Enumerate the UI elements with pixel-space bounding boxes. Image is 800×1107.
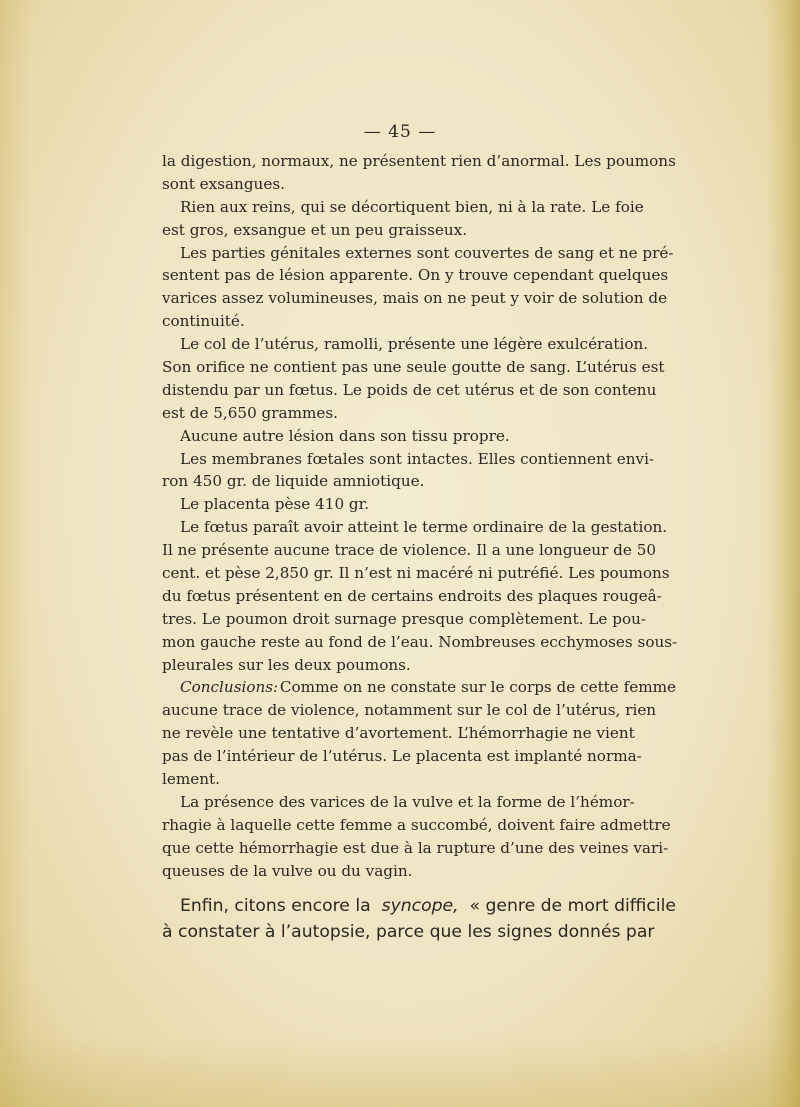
text-line [162, 676, 676, 699]
text-line: est gros, exsangue et un peu graisseux. [162, 220, 468, 239]
text-line: queuses de la vulve ou du vagin. [162, 861, 413, 880]
text-line: Le placenta pèse 410 gr. [180, 495, 370, 514]
text-line: à constater à l’autopsie, parce que les signes donnés par [162, 921, 655, 942]
conclusions-text: Comme on ne constate sur le corps de cette femme [279, 678, 676, 697]
text-line: sentent pas de lésion apparente. On y trouve cependant quelques [162, 266, 669, 285]
paper-edge-left [0, 0, 30, 1107]
text-line: Enfin, citons encore la syncope, « genre de mort difficile [162, 893, 676, 919]
paragraph-col-uterus [162, 333, 676, 425]
text-line: Rien aux reins, qui se décortiquent bien, ni à la rate. Le foie [180, 197, 644, 216]
text-line: Les membranes fœtales sont intactes. Elles contiennent envi- [180, 449, 655, 468]
page-number: — 45 — [363, 122, 437, 142]
text-line: Aucune autre lésion dans son tissu propre. [180, 426, 510, 445]
text-line: Le col de l’utérus, ramolli, présente une légère exulcération. [180, 335, 649, 354]
text-line: que cette hémorrhagie est due à la rupture d’une des veines vari- [162, 838, 669, 857]
syncope-term: syncope, [381, 895, 459, 916]
text-line: La présence des varices de la vulve et la forme de l’hémor- [180, 792, 635, 811]
text-line: Le fœtus paraît avoir atteint le terme ordinaire de la gestation. [180, 518, 668, 537]
text-line: Son orifice ne contient pas une seule goutte de sang. L’utérus est [162, 358, 665, 377]
paragraph-syncope [162, 893, 676, 945]
text-line: tres. Le poumon droit surnage presque complètement. Le pou- [162, 609, 647, 628]
paragraph-foetus [162, 516, 676, 676]
paragraph-aucune-lesion [162, 425, 676, 448]
text-line: cent. et pèse 2,850 gr. Il n’est ni macéré ni putréfié. Les poumons [162, 564, 670, 583]
body-text [162, 150, 676, 945]
text-line: est de 5,650 grammes. [162, 403, 339, 422]
text-line: Les parties génitales externes sont couvertes de sang et ne pré- [180, 243, 674, 262]
text-line: ron 450 gr. de liquide amniotique. [162, 472, 425, 491]
paper-edge-bottom [0, 1037, 800, 1107]
text-line: Il ne présente aucune trace de violence. Il a une longueur de 50 [162, 541, 657, 560]
paragraph-digestion [162, 150, 676, 196]
text-line: rhagie à laquelle cette femme a succombé, doivent faire admettre [162, 815, 671, 834]
text-line: la digestion, normaux, ne présentent rien d’anormal. Les poumons [162, 152, 676, 170]
text-line: distendu par un fœtus. Le poids de cet utérus et de son contenu [162, 380, 657, 399]
paragraph-membranes [162, 448, 676, 494]
text-line: aucune trace de violence, notamment sur le col de l’utérus, rien [162, 701, 657, 720]
paragraph-parties-genitales [162, 242, 676, 334]
text-line: mon gauche reste au fond de l’eau. Nombreuses ecchymoses sous- [162, 632, 678, 651]
text-line: pleurales sur les deux poumons. [162, 655, 411, 674]
paragraph-placenta [162, 493, 676, 516]
text-line: continuité. [162, 312, 245, 331]
paragraph-presence-varices [162, 791, 676, 883]
text-line: du fœtus présentent en de certains endroits des plaques rougeâ- [162, 586, 662, 605]
text-line: sont exsangues. [162, 174, 285, 193]
text-line: lement. [162, 770, 220, 789]
paragraph-conclusions [162, 676, 676, 790]
text-line: varices assez volumineuses, mais on ne peut y voir de solution de [162, 289, 668, 308]
text-line: ne revèle une tentative d’avortement. L’hémorrhagie ne vient [162, 724, 635, 743]
conclusions-label: Conclusions: [180, 678, 279, 697]
paper-edge-right [766, 0, 800, 1107]
paragraph-reins [162, 196, 676, 242]
text-line: pas de l’intérieur de l’utérus. Le placenta est implanté norma- [162, 747, 642, 766]
